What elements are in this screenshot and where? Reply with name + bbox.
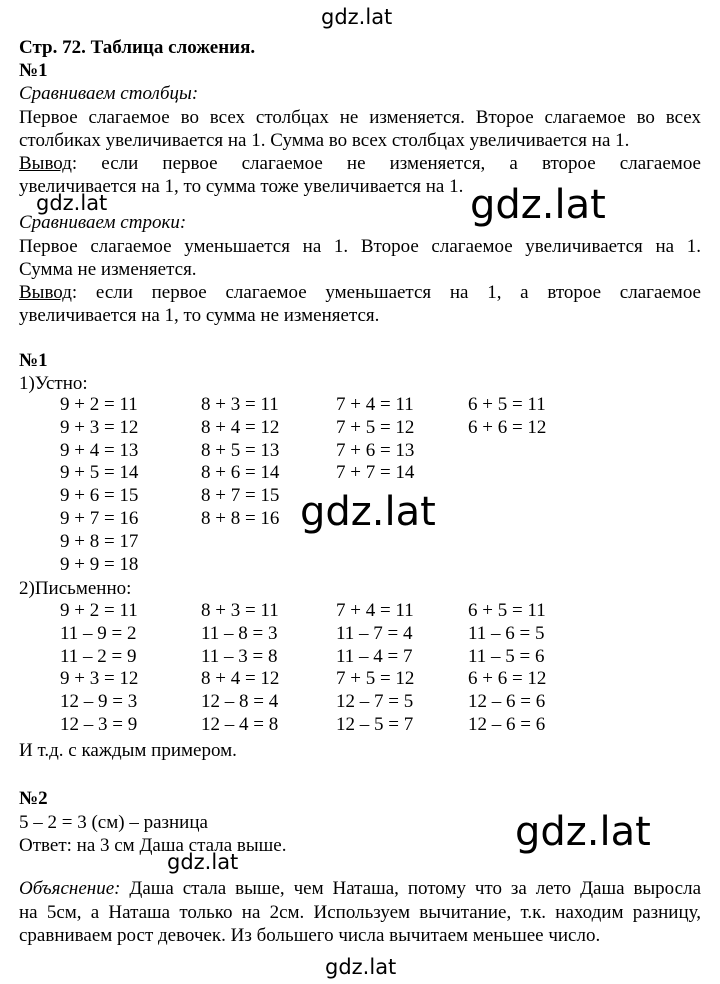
paragraph-line: Первое слагаемое уменьшается на 1. Второе слагаемое увеличивается на 1. — [19, 236, 701, 257]
equation: 6 + 6 = 12 — [468, 416, 547, 438]
equation: 7 + 5 = 12 — [336, 416, 415, 438]
task-number: №1 — [19, 350, 48, 371]
paragraph-line: увеличивается на 1, то сумма не изменяется. — [19, 305, 380, 326]
equation: 12 – 8 = 4 — [201, 691, 279, 713]
equation: 11 – 7 = 4 — [336, 622, 413, 644]
conclusion-label: Вывод — [19, 153, 72, 174]
equation: 9 + 8 = 17 — [60, 530, 139, 552]
equation: 12 – 9 = 3 — [60, 691, 138, 713]
watermark: gdz.lat — [515, 809, 651, 855]
conclusion-text: : если первое слагаемое не изменяется, а второе слагаемое — [71, 153, 701, 174]
explanation-line: сравниваем рост девочек. Из большего числа вычитаем меньшее число. — [19, 925, 601, 946]
equation: 9 + 2 = 11 — [60, 394, 138, 415]
watermark: gdz.lat — [36, 191, 108, 215]
equation: 7 + 5 = 12 — [336, 668, 415, 690]
page-title: Стр. 72. Таблица сложения. — [19, 37, 256, 58]
equation: 12 – 6 = 6 — [468, 691, 546, 713]
equation: 11 – 4 = 7 — [336, 645, 413, 667]
task-number: №1 — [19, 60, 48, 81]
paragraph-line: Первое слагаемое во всех столбцах не изменяется. Второе слагаемое во всех — [19, 107, 701, 128]
subtask-label: 1)Устно: — [19, 373, 88, 394]
conclusion-text: : если первое слагаемое уменьшается на 1, а второе слагаемое — [71, 282, 701, 303]
equation: 11 – 3 = 8 — [201, 645, 278, 667]
equation: 8 + 7 = 15 — [201, 485, 280, 507]
equation: 9 + 4 = 13 — [60, 439, 139, 461]
equation: 9 + 7 = 16 — [60, 508, 139, 529]
equation: 11 – 8 = 3 — [201, 622, 278, 644]
equation: 8 + 6 = 14 — [201, 462, 280, 484]
section-heading: Сравниваем строки: — [19, 212, 187, 233]
explanation-line: на 5см, а Наташа только на 2см. Используем вычитание, т.к. находим разницу, — [19, 902, 701, 923]
equation: 8 + 3 = 11 — [201, 600, 279, 621]
equation: 8 + 5 = 13 — [201, 439, 280, 461]
equation: 11 – 5 = 6 — [468, 645, 545, 667]
conclusion-label: Вывод — [19, 282, 72, 303]
watermark: gdz.lat — [325, 955, 397, 979]
equation: 9 + 6 = 15 — [60, 485, 139, 507]
equation: 11 – 2 = 9 — [60, 645, 137, 667]
equation: 8 + 4 = 12 — [201, 416, 280, 438]
task-number: №2 — [19, 788, 48, 809]
equation: 9 + 3 = 12 — [60, 668, 139, 690]
equation: 11 – 9 = 2 — [60, 622, 137, 644]
equation: 7 + 6 = 13 — [336, 439, 415, 461]
explanation-label: Объяснение: — [19, 878, 121, 899]
conclusion-line — [19, 282, 701, 304]
equation: 12 – 6 = 6 — [468, 714, 546, 735]
equation: 8 + 3 = 11 — [201, 394, 279, 415]
equation: 12 – 7 = 5 — [336, 691, 414, 713]
paragraph-line: увеличивается на 1, то сумма тоже увеличивается на 1. — [19, 176, 464, 197]
equation: 8 + 4 = 12 — [201, 668, 280, 690]
paragraph-line: И т.д. с каждым примером. — [19, 740, 237, 761]
equation: 7 + 4 = 11 — [336, 394, 414, 415]
watermark: gdz.lat — [321, 5, 393, 29]
solution-line: 5 – 2 = 3 (см) – разница — [19, 812, 208, 833]
explanation-text: Даша стала выше, чем Наташа, потому что за лето Даша выросла — [120, 878, 701, 899]
watermark: gdz.lat — [466, 185, 610, 225]
paragraph-line: столбиках увеличивается на 1. Сумма во всех столбцах увеличивается на 1. — [19, 130, 630, 151]
equation: 12 – 3 = 9 — [60, 714, 138, 735]
answer-line: Ответ: на 3 см Даша стала выше. — [19, 835, 287, 856]
watermark: gdz.lat — [300, 489, 436, 535]
section-heading: Сравниваем столбцы: — [19, 83, 199, 104]
equation: 9 + 5 = 14 — [60, 462, 139, 484]
equation: 12 – 4 = 8 — [201, 714, 279, 735]
equation: 7 + 4 = 11 — [336, 600, 414, 621]
paragraph-line: Сумма не изменяется. — [19, 259, 197, 280]
equation: 7 + 7 = 14 — [336, 462, 415, 484]
equation: 9 + 2 = 11 — [60, 600, 138, 621]
watermark: gdz.lat — [167, 850, 239, 874]
equation: 8 + 8 = 16 — [201, 508, 280, 529]
equation: 6 + 6 = 12 — [468, 668, 547, 690]
equation: 9 + 9 = 18 — [60, 553, 139, 575]
equation: 6 + 5 = 11 — [468, 600, 546, 621]
conclusion-line — [19, 153, 701, 175]
subtask-label: 2)Письменно: — [19, 578, 132, 599]
equation: 6 + 5 = 11 — [468, 394, 546, 415]
explanation-line — [19, 878, 701, 900]
equation: 11 – 6 = 5 — [468, 622, 545, 644]
equation: 9 + 3 = 12 — [60, 416, 139, 438]
equation: 12 – 5 = 7 — [336, 714, 414, 735]
